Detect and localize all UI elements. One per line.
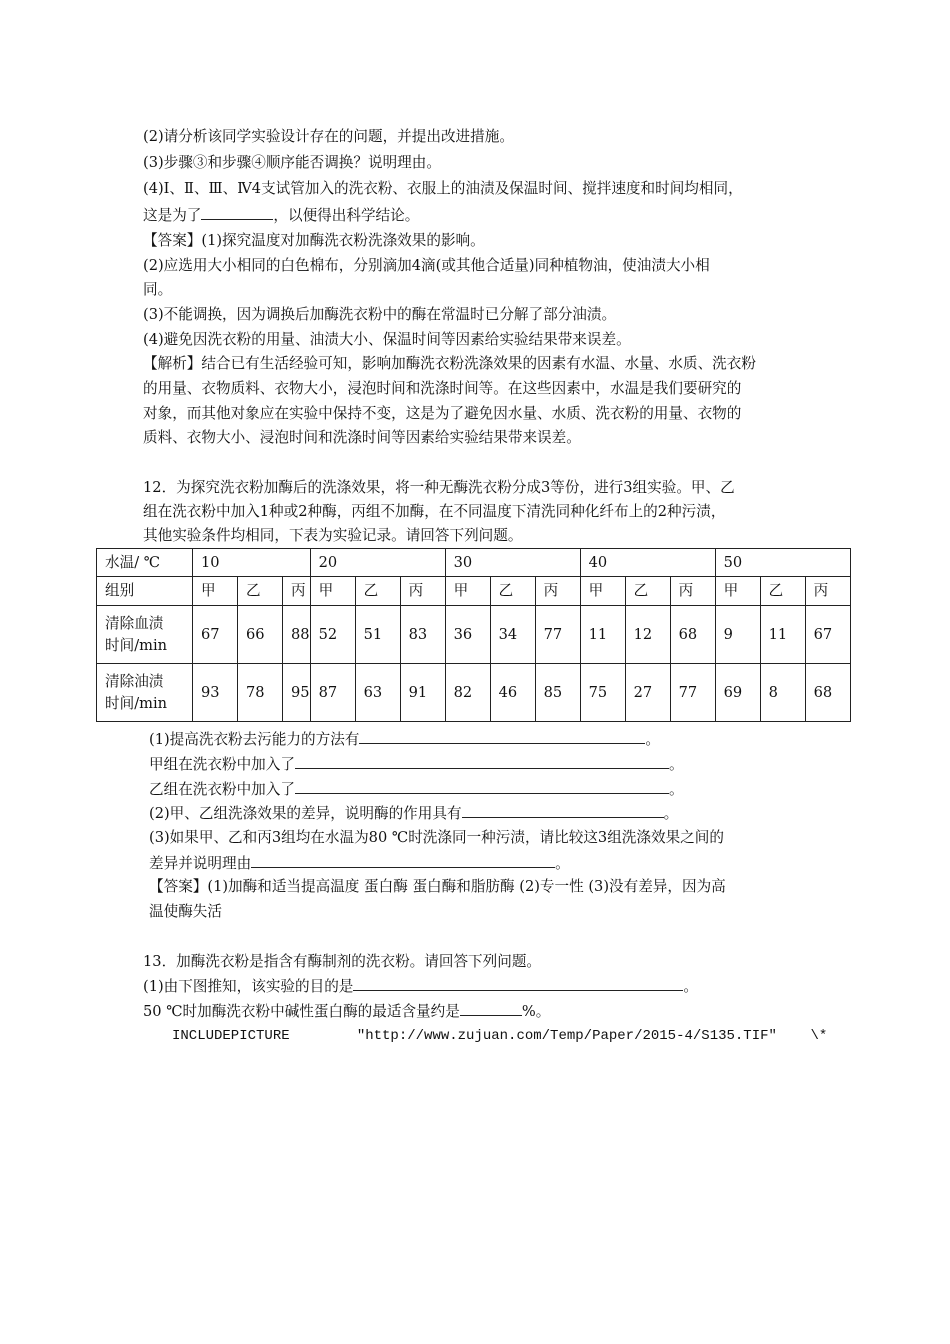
value-cell: 82 [445,664,490,722]
value-cell: 27 [625,664,670,722]
q11-analysis-line1: 【解析】结合已有生活经验可知，影响加酶洗衣粉洗涤效果的因素有水温、水量、水质、洗衣粉 [143,355,756,372]
value-cell: 11 [760,606,805,664]
q13-sub1b [143,1001,550,1022]
value-cell: 88 [283,606,311,664]
q12-sub3-pre: 差异并说明理由 [149,855,252,872]
q11-analysis-line4: 质料、衣物大小、浸泡时间和洗涤时间等因素给实验结果带来误差。 [143,429,581,446]
q11-answer-line5: (4)避免因洗衣粉的用量、油渍大小、保温时间等因素给实验结果带来误差。 [143,331,631,348]
q11-analysis-line3: 对象，而其他对象应在实验中保持不变，这是为了避免因水量、水质、洗衣粉的用量、衣物的 [143,405,742,422]
q12-sub1c [149,779,684,800]
row-label-line: 清除油渍 [105,672,164,690]
value-cell: 69 [715,664,760,722]
group-cell: 甲 [715,577,760,606]
q12-sub2-post: 。 [663,805,679,822]
group-cell: 乙 [238,577,283,606]
q12-sub2-pre: (2)甲、乙组洗涤效果的差异，说明酶的作用具有 [149,805,462,822]
value-cell: 68 [670,606,715,664]
group-cell: 丙 [670,577,715,606]
value-cell: 46 [490,664,535,722]
q13-sub1-pre: (1)由下图推知，该实验的目的是 [143,978,354,995]
value-cell: 93 [193,664,238,722]
value-cell: 67 [193,606,238,664]
q13-sub1-post: 。 [683,978,699,995]
q11-sub2: (2)请分析该同学实验设计存在的问题，并提出改进措施。 [143,128,514,145]
q12-answer-line1: 【答案】(1)加酶和适当提高温度 蛋白酶 蛋白酶和脂肪酶 (2)专一性 (3)没有差异，因为高 [149,878,726,895]
value-cell: 87 [310,664,355,722]
row-label-line: 清除血渍 [105,614,164,632]
temp-header-cell: 水温/ ℃ [97,549,193,577]
oil-stain-row-label [97,664,193,722]
q13-sub1b-blank[interactable] [460,1001,522,1016]
value-cell: 77 [670,664,715,722]
q12-stem-line1: 12．为探究洗衣粉加酶后的洗涤效果，将一种无酶洗衣粉分成3等份，进行3组实验。甲、乙 [143,479,735,496]
q13-sub1-blank[interactable] [353,976,683,991]
q13-stem: 13．加酶洗衣粉是指含有酶制剂的洗衣粉。请回答下列问题。 [143,953,542,970]
q12-stem-line2: 组在洗衣粉中加入1种或2种酶，丙组不加酶，在不同温度下清洗同种化纤布上的2种污渍， [143,503,726,520]
value-cell: 52 [310,606,355,664]
value-cell: 11 [580,606,625,664]
group-cell: 乙 [490,577,535,606]
value-cell: 8 [760,664,805,722]
group-cell: 乙 [760,577,805,606]
q12-sub3-line1: (3)如果甲、乙和丙3组均在水温为80 ℃时洗涤同一种污渍，请比较这3组洗涤效果之间的 [149,829,724,846]
q11-answer-line3: 同。 [143,281,173,298]
q12-sub1b-post: 。 [668,756,684,773]
q13-sub1b-pre: 50 ℃时加酶洗衣粉中碱性蛋白酶的最适含量约是 [143,1003,460,1020]
q11-sub4-line1: (4)Ⅰ、Ⅱ、Ⅲ、Ⅳ4支试管加入的洗衣粉、衣服上的油渍及保温时间、搅拌速度和时间均相同， [143,180,743,197]
value-cell: 83 [400,606,445,664]
q12-sub1c-blank[interactable] [295,779,669,794]
q12-sub3-line2 [149,853,570,874]
group-cell: 丙 [283,577,311,606]
value-cell: 51 [355,606,400,664]
q12-sub1c-pre: 乙组在洗衣粉中加入了 [149,781,295,798]
group-cell: 甲 [310,577,355,606]
temp-cell: 20 [310,549,445,577]
temp-cell: 50 [715,549,850,577]
table-row [97,606,851,664]
group-cell: 丙 [400,577,445,606]
q12-sub1b-blank[interactable] [295,754,669,769]
value-cell: 63 [355,664,400,722]
q11-sub4-post: ，以便得出科学结论。 [273,207,420,224]
table-row [97,664,851,722]
table-row [97,577,851,606]
q12-answer-line2: 温使酶失活 [149,903,222,920]
q11-sub4-pre: 这是为了 [143,207,202,224]
q12-sub1-post: 。 [645,731,661,748]
value-cell: 36 [445,606,490,664]
q13-sub1 [143,976,698,997]
q11-sub4-blank[interactable] [201,205,273,220]
include-picture-field: INCLUDEPICTURE "http://www.zujuan.com/Temp/Paper/2015-4/S135.TIF" \* [172,1028,828,1044]
group-cell: 丙 [805,577,850,606]
value-cell: 34 [490,606,535,664]
q12-sub1b-pre: 甲组在洗衣粉中加入了 [149,756,295,773]
value-cell: 9 [715,606,760,664]
value-cell: 66 [238,606,283,664]
row-label-line: 时间/min [105,636,168,654]
temp-cell: 10 [193,549,311,577]
value-cell: 91 [400,664,445,722]
value-cell: 68 [805,664,850,722]
temp-cell: 30 [445,549,580,577]
q13-sub1b-post: %。 [521,1003,551,1020]
value-cell: 78 [238,664,283,722]
value-cell: 12 [625,606,670,664]
q12-sub1c-post: 。 [668,781,684,798]
group-cell: 乙 [625,577,670,606]
q12-sub1-blank[interactable] [359,729,645,744]
q11-answer-line2: (2)应选用大小相同的白色棉布，分别滴加4滴(或其他合适量)同种植物油，使油渍大小相 [143,257,710,274]
group-cell: 乙 [355,577,400,606]
group-cell: 丙 [535,577,580,606]
blood-stain-row-label [97,606,193,664]
group-cell: 甲 [445,577,490,606]
temp-cell: 40 [580,549,715,577]
value-cell: 95 [283,664,311,722]
table-row [97,549,851,577]
q11-analysis-line2: 的用量、衣物质料、衣物大小，浸泡时间和洗涤时间等。在这些因素中，水温是我们要研究的 [143,380,742,397]
group-header-cell: 组别 [97,577,193,606]
row-label-line: 时间/min [105,694,168,712]
value-cell: 67 [805,606,850,664]
value-cell: 77 [535,606,580,664]
q11-sub3: (3)步骤③和步骤④顺序能否调换？说明理由。 [143,154,441,171]
q12-sub3-post: 。 [555,855,570,872]
q11-sub4-line2 [143,205,419,226]
experiment-record-table [96,548,851,722]
group-cell: 甲 [580,577,625,606]
q12-sub2 [149,803,678,824]
q11-answer-line4: (3)不能调换，因为调换后加酶洗衣粉中的酶在常温时已分解了部分油渍。 [143,306,617,323]
group-cell: 甲 [193,577,238,606]
q12-sub2-blank[interactable] [462,803,664,818]
q12-sub1b [149,754,684,775]
value-cell: 75 [580,664,625,722]
q12-sub1-pre: (1)提高洗衣粉去污能力的方法有 [149,731,360,748]
q12-sub3-blank[interactable] [251,853,555,868]
q12-stem-line3: 其他实验条件均相同，下表为实验记录。请回答下列问题。 [143,527,523,544]
value-cell: 85 [535,664,580,722]
q11-answer-line1: 【答案】(1)探究温度对加酶洗衣粉洗涤效果的影响。 [143,232,485,249]
q12-sub1 [149,729,660,750]
